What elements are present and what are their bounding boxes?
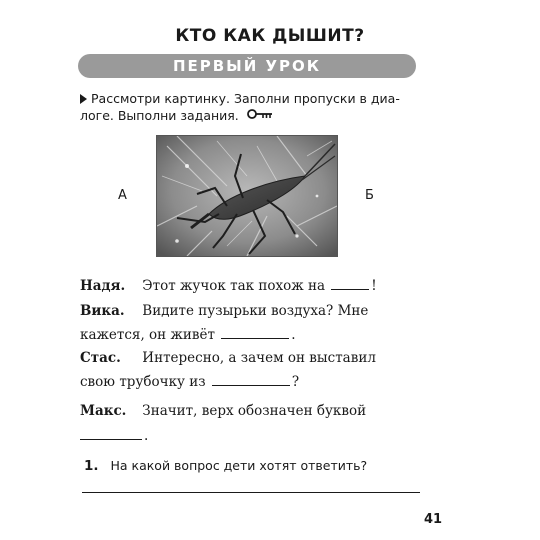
dialogue-line-nadya <box>80 278 430 294</box>
lesson-label: ПЕРВЫЙ УРОК <box>172 57 322 75</box>
task-number: 1. <box>84 458 99 474</box>
instruction <box>80 90 425 124</box>
dialogue-text: Видите пузырьки воздуха? Мне <box>142 303 369 319</box>
page-title: КТО КАК ДЫШИТ? <box>175 26 365 46</box>
answer-blank[interactable] <box>331 278 369 290</box>
dialogue-text: Этот жучок так похож на <box>142 278 325 294</box>
page-number: 41 <box>424 512 443 527</box>
label-b: Б <box>365 188 374 203</box>
answer-blank[interactable] <box>212 374 290 386</box>
dialogue-line-maks-cont <box>80 428 430 444</box>
dialogue-text: ! <box>371 278 377 294</box>
answer-line[interactable] <box>82 492 420 493</box>
task-question <box>84 458 424 474</box>
dialogue-line-vika-cont <box>80 327 430 343</box>
water-scorpion-photo <box>156 135 338 257</box>
speaker-name: Надя. <box>80 278 126 294</box>
dialogue-text: свою трубочку из <box>80 374 206 390</box>
dialogue-text: ? <box>291 374 300 390</box>
lesson-banner <box>78 54 416 78</box>
dialogue-line-stas <box>80 350 430 366</box>
dialogue-text: . <box>144 428 149 444</box>
instruction-line-2: логе. Выполни задания. <box>80 108 239 123</box>
pointer-arrow-icon <box>80 94 87 104</box>
speaker-name: Стас. <box>80 350 121 366</box>
speaker-name: Макс. <box>80 403 127 419</box>
task-text: На какой вопрос дети хотят ответить? <box>110 458 368 473</box>
speaker-name: Вика. <box>80 303 125 319</box>
dialogue-text: кажется, он живёт <box>80 327 215 343</box>
dialogue-text: Интересно, а зачем он выставил <box>142 350 376 366</box>
dialogue-line-stas-cont <box>80 374 430 390</box>
dialogue-text: . <box>291 327 296 343</box>
answer-blank[interactable] <box>221 327 289 339</box>
dialogue-text: Значит, верх обозначен буквой <box>142 403 367 419</box>
key-icon <box>247 107 273 124</box>
label-a: А <box>118 188 127 203</box>
dialogue-line-vika <box>80 303 430 319</box>
answer-blank[interactable] <box>80 428 142 440</box>
dialogue-line-maks <box>80 403 430 419</box>
instruction-line-1: Рассмотри картинку. Заполни пропуски в диа- <box>91 91 400 106</box>
